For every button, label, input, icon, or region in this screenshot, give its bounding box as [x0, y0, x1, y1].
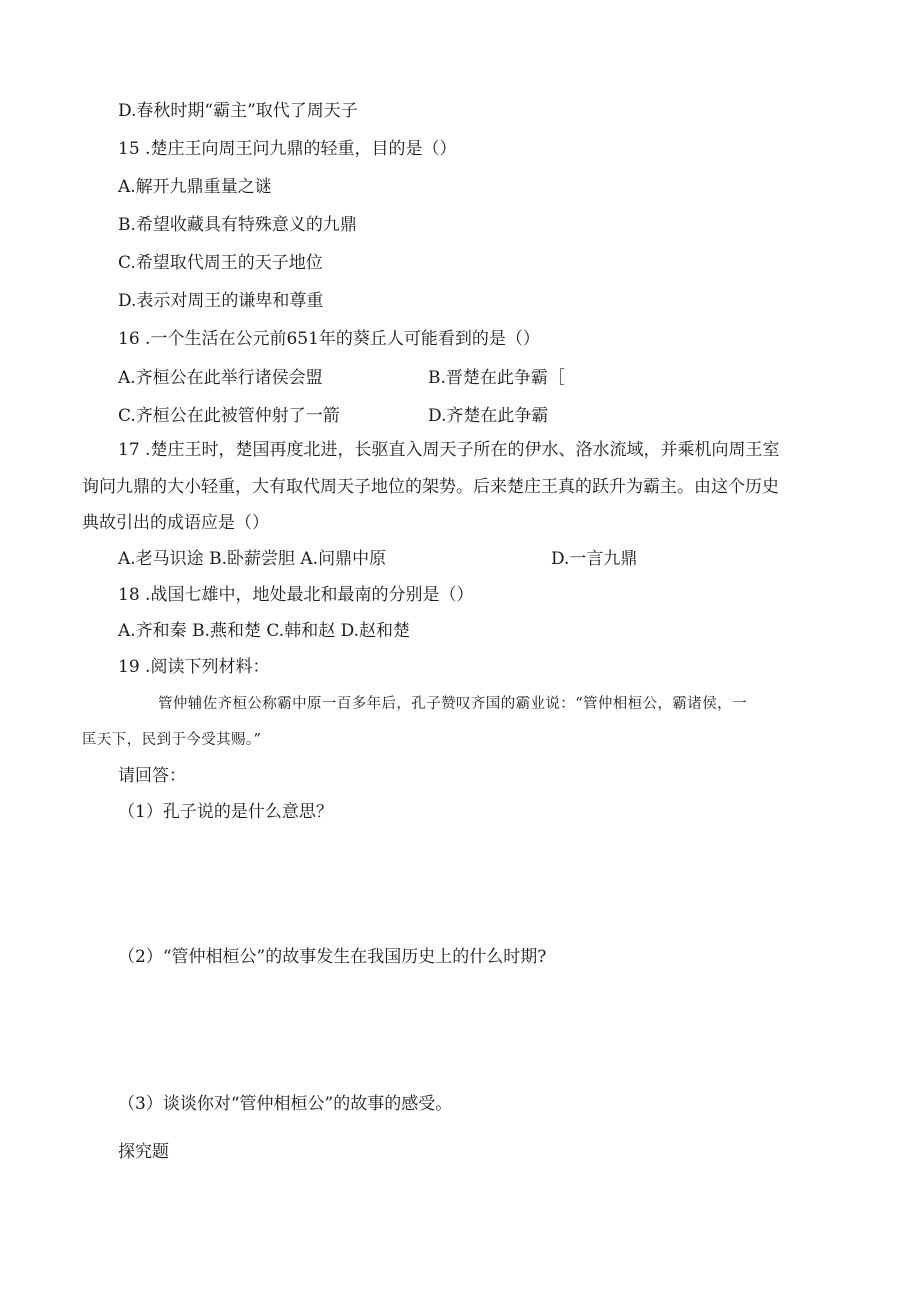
q16-option-b: B.晋楚在此争霸［	[428, 368, 565, 388]
q19-material-line2: 匡天下，民到于今受其赐。”	[82, 732, 262, 748]
q15-stem: 15 .楚庄王向周王问九鼎的轻重，目的是（）	[118, 139, 457, 159]
q16-stem: 16 .一个生活在公元前651年的葵丘人可能看到的是（）	[118, 329, 540, 349]
q19-sub3: （3）谈谈你对“管仲相桓公”的故事的感受。	[118, 1094, 453, 1114]
section-title: 探究题	[118, 1142, 169, 1162]
q14-option-d: D.春秋时期“霸主”取代了周天子	[118, 101, 358, 121]
q17-options-abc: A.老马识途 B.卧薪尝胆 A.问鼎中原	[118, 549, 387, 569]
q19-material-line1: 管仲辅佐齐桓公称霸中原一百多年后，孔子赞叹齐国的霸业说：“管仲相桓公，霸诸侯，一	[158, 696, 747, 712]
q17-stem-line2: 询问九鼎的大小轻重，大有取代周天子地位的架势。后来楚庄王真的跃升为霸主。由这个历史	[82, 477, 779, 497]
q18-stem: 18 .战国七雄中，地处最北和最南的分别是（）	[118, 585, 474, 605]
q15-option-b: B.希望收藏具有特殊意义的九鼎	[118, 215, 357, 235]
q17-stem-line1: 17 .楚庄王时，楚国再度北进，长驱直入周天子所在的伊水、洛水流域，并乘机向周王室	[118, 440, 780, 460]
q15-option-a: A.解开九鼎重量之谜	[118, 177, 272, 197]
q17-option-d: D.一言九鼎	[551, 549, 638, 569]
q19-sub1: （1）孔子说的是什么意思？	[118, 802, 333, 822]
q15-option-c: C.希望取代周王的天子地位	[118, 253, 323, 273]
q18-options: A.齐和秦 B.燕和楚 C.韩和赵 D.赵和楚	[118, 621, 411, 641]
q19-sub2: （2）“管仲相桓公”的故事发生在我国历史上的什么时期?	[118, 947, 547, 967]
q15-option-d: D.表示对周王的谦卑和尊重	[118, 291, 324, 311]
q16-option-d: D.齐楚在此争霸	[428, 406, 549, 426]
q16-option-c: C.齐桓公在此被管仲射了一箭	[118, 406, 340, 426]
q17-stem-line3: 典故引出的成语应是（）	[82, 513, 269, 533]
q16-option-a: A.齐桓公在此举行诸侯会盟	[118, 368, 323, 388]
q19-prompt: 请回答：	[118, 766, 186, 786]
q19-stem: 19 .阅读下列材料：	[118, 657, 270, 677]
